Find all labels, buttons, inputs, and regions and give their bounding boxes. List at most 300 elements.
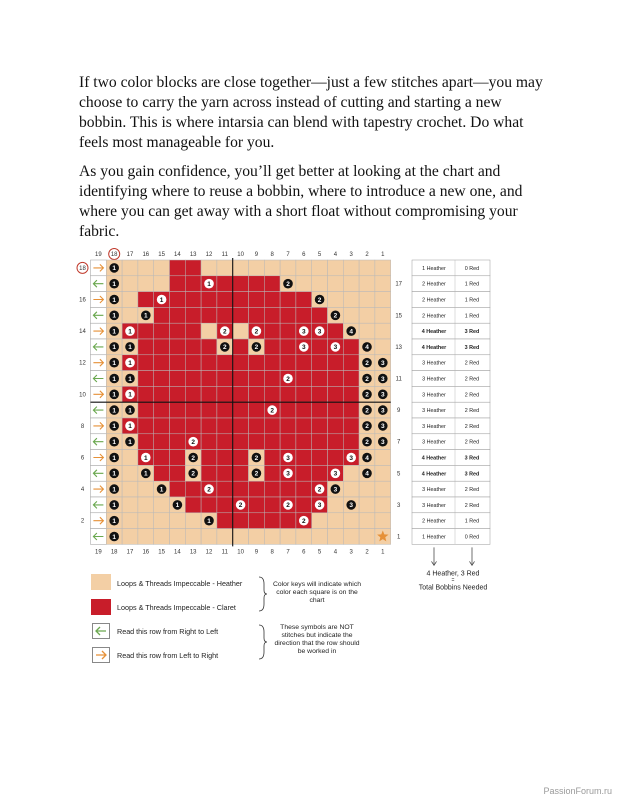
- claret-stitch: [328, 418, 344, 434]
- column-number-top: 6: [302, 252, 306, 258]
- claret-stitch: [312, 371, 328, 387]
- heather-stitch: [154, 276, 170, 292]
- claret-stitch: [185, 307, 201, 323]
- bobbin-number: 1: [112, 439, 117, 446]
- heather-count: 3 Heather: [422, 360, 446, 367]
- heather-stitch: [359, 529, 375, 545]
- claret-stitch: [154, 339, 170, 355]
- claret-stitch: [233, 402, 249, 418]
- claret-stitch: [185, 481, 201, 497]
- claret-stitch: [280, 402, 296, 418]
- heather-stitch: [170, 529, 186, 545]
- bobbin-number: 1: [143, 312, 148, 320]
- claret-stitch: [138, 434, 154, 450]
- row-number-left: 18: [79, 265, 86, 272]
- claret-stitch: [264, 386, 280, 402]
- heather-stitch: [375, 307, 391, 323]
- claret-stitch: [138, 371, 154, 387]
- claret-stitch: [264, 418, 280, 434]
- claret-stitch: [233, 276, 249, 292]
- row-number-right: 3: [397, 502, 401, 509]
- heather-stitch: [359, 276, 375, 292]
- heather-stitch: [201, 529, 217, 545]
- claret-stitch: [249, 402, 265, 418]
- heather-stitch: [343, 292, 359, 308]
- bobbin-number: 4: [365, 470, 369, 478]
- row-number-right: 1: [397, 534, 401, 541]
- claret-stitch: [249, 497, 265, 513]
- heather-stitch: [233, 529, 249, 545]
- heather-stitch: [154, 497, 170, 513]
- column-number-bottom: 4: [333, 549, 338, 556]
- heather-stitch: [264, 529, 280, 545]
- rtl-label: Read this row from Right to Left: [117, 627, 219, 636]
- symbol-note: These symbols are NOT stitches but indicate the direction that the row should be worked in: [274, 624, 360, 655]
- column-number-top: 14: [174, 252, 181, 258]
- heather-stitch: [154, 529, 170, 545]
- bobbin-number: 2: [254, 328, 259, 336]
- column-number-top: 1: [381, 252, 385, 258]
- claret-stitch: [312, 434, 328, 450]
- heather-stitch: [375, 292, 391, 308]
- claret-stitch: [280, 418, 296, 434]
- column-number-top: 15: [158, 252, 165, 258]
- heather-stitch: [343, 307, 359, 323]
- heather-stitch: [343, 260, 359, 276]
- claret-stitch: [264, 339, 280, 355]
- claret-stitch: [249, 307, 265, 323]
- bobbin-number: 3: [317, 328, 322, 336]
- heather-stitch: [359, 292, 375, 308]
- heather-stitch: [185, 513, 201, 529]
- row-number-right: 9: [397, 408, 401, 415]
- heather-stitch: [359, 497, 375, 513]
- bobbin-number: 1: [128, 344, 132, 352]
- column-number-bottom: 6: [302, 549, 306, 556]
- heather-stitch: [201, 323, 217, 339]
- column-number-top: 18: [110, 252, 118, 258]
- claret-stitch: [217, 292, 233, 308]
- claret-stitch: [296, 292, 312, 308]
- red-count: 2 Red: [464, 487, 480, 494]
- claret-stitch: [233, 434, 249, 450]
- heather-stitch: [343, 481, 359, 497]
- claret-stitch: [280, 355, 296, 371]
- heather-stitch: [328, 260, 344, 276]
- column-number-bottom: 5: [317, 549, 322, 556]
- row-number-left: 6: [80, 455, 85, 462]
- claret-stitch: [264, 513, 280, 529]
- claret-stitch: [185, 371, 201, 387]
- column-number-top: 7: [286, 252, 290, 258]
- brace-icon: [258, 624, 268, 660]
- heather-stitch: [122, 307, 138, 323]
- bobbin-number: 3: [380, 439, 385, 446]
- bobbin-number: 4: [365, 454, 369, 462]
- claret-stitch: [296, 465, 312, 481]
- bobbin-number: 4: [365, 344, 369, 352]
- bobbin-number: 3: [380, 360, 385, 367]
- claret-stitch: [138, 386, 154, 402]
- heather-stitch: [343, 513, 359, 529]
- paragraph-2: As you gain confidence, you’ll get better at looking at the chart and identifying where to reuse a bobbin, where to introduce a new one, and where you can get away with a short float without compromising your fabric.: [79, 163, 523, 240]
- column-number-bottom: 10: [237, 549, 244, 556]
- claret-stitch: [264, 465, 280, 481]
- heather-stitch: [375, 465, 391, 481]
- heather-stitch: [280, 529, 296, 545]
- column-number-top: 13: [189, 252, 197, 258]
- claret-stitch: [343, 371, 359, 387]
- claret-stitch: [296, 355, 312, 371]
- claret-stitch: [201, 371, 217, 387]
- claret-stitch: [185, 497, 201, 513]
- claret-stitch: [170, 355, 186, 371]
- claret-stitch: [233, 307, 249, 323]
- claret-stitch: [154, 355, 170, 371]
- bobbin-number: 1: [112, 454, 117, 462]
- bobbin-number: 2: [365, 360, 369, 367]
- red-count: 1 Red: [464, 518, 480, 525]
- bobbin-number: 1: [112, 391, 117, 399]
- column-number-bottom: 9: [254, 549, 259, 556]
- bobbin-number: 3: [349, 502, 354, 510]
- red-count: 2 Red: [464, 376, 480, 383]
- row-number-right: 11: [395, 376, 402, 383]
- row-number-right: 13: [395, 344, 403, 351]
- claret-stitch: [170, 450, 186, 466]
- claret-stitch: [185, 386, 201, 402]
- bobbin-number: 2: [254, 470, 259, 478]
- bobbin-number: 1: [159, 486, 164, 494]
- heather-stitch: [359, 307, 375, 323]
- heather-stitch: [375, 481, 391, 497]
- column-number-bottom: 2: [365, 549, 369, 556]
- heather-stitch: [328, 513, 344, 529]
- bobbin-number: 1: [112, 296, 117, 304]
- claret-stitch: [280, 339, 296, 355]
- claret-stitch: [154, 386, 170, 402]
- red-count: 3 Red: [464, 344, 480, 351]
- claret-stitch: [185, 260, 201, 276]
- red-count: 2 Red: [464, 392, 480, 399]
- claret-stitch: [170, 386, 186, 402]
- claret-stitch: [201, 497, 217, 513]
- heather-stitch: [375, 497, 391, 513]
- bobbin-number: 2: [286, 281, 290, 288]
- claret-stitch: [217, 513, 233, 529]
- claret-stitch: [233, 450, 249, 466]
- column-number-top: 2: [365, 252, 369, 258]
- row-number-left: 16: [79, 297, 86, 304]
- claret-stitch: [201, 386, 217, 402]
- bobbin-number: 1: [112, 265, 117, 273]
- claret-stitch: [217, 465, 233, 481]
- claret-stitch: [217, 434, 233, 450]
- bobbin-number: 2: [270, 407, 275, 415]
- claret-stitch: [249, 418, 265, 434]
- bobbin-number: 1: [112, 407, 117, 415]
- red-count: 2 Red: [464, 423, 480, 430]
- heather-count: 1 Heather: [422, 265, 446, 272]
- claret-stitch: [343, 339, 359, 355]
- bobbin-number: 1: [207, 281, 211, 288]
- claret-stitch: [170, 402, 186, 418]
- bobbin-number: 1: [143, 454, 148, 462]
- claret-stitch: [138, 418, 154, 434]
- claret-stitch: [233, 465, 249, 481]
- claret-stitch: [249, 386, 265, 402]
- claret-stitch: [249, 276, 265, 292]
- bobbin-number: 3: [380, 407, 385, 415]
- claret-stitch: [264, 292, 280, 308]
- claret-stitch: [296, 434, 312, 450]
- heather-stitch: [328, 529, 344, 545]
- claret-stitch: [201, 307, 217, 323]
- left-arrow-icon: [92, 623, 110, 639]
- claret-stitch: [343, 355, 359, 371]
- bobbin-number: 3: [380, 423, 385, 431]
- claret-stitch: [170, 434, 186, 450]
- claret-stitch: [217, 450, 233, 466]
- claret-stitch: [296, 402, 312, 418]
- bobbin-number: 3: [286, 454, 290, 462]
- red-count: 2 Red: [464, 360, 480, 367]
- claret-stitch: [233, 292, 249, 308]
- bobbin-number: 1: [128, 423, 132, 431]
- claret-stitch: [170, 260, 186, 276]
- bobbin-number: 2: [238, 502, 243, 510]
- column-number-top: 3: [349, 252, 353, 258]
- row-number-right: 17: [395, 281, 403, 288]
- bobbin-number: 1: [112, 360, 117, 367]
- column-number-top: 19: [95, 252, 102, 258]
- bobbin-number: 2: [286, 502, 290, 510]
- bobbin-number: 3: [333, 486, 338, 494]
- bobbin-number: 3: [301, 328, 306, 336]
- column-number-bottom: 19: [95, 549, 102, 556]
- bobbin-number: 3: [380, 391, 385, 399]
- heather-stitch: [122, 513, 138, 529]
- claret-stitch: [170, 371, 186, 387]
- heather-stitch: [154, 260, 170, 276]
- heather-stitch: [328, 292, 344, 308]
- claret-stitch: [312, 386, 328, 402]
- column-number-top: 5: [317, 252, 322, 258]
- red-count: 1 Red: [464, 281, 480, 288]
- claret-stitch: [249, 513, 265, 529]
- claret-stitch: [264, 434, 280, 450]
- bobbin-number: 2: [191, 439, 196, 446]
- heather-count: 4 Heather: [421, 344, 447, 351]
- heather-count: 4 Heather: [421, 329, 447, 336]
- column-number-bottom: 11: [221, 549, 228, 556]
- bobbin-number: 1: [159, 296, 164, 304]
- claret-stitch: [296, 497, 312, 513]
- claret-stitch: [312, 307, 328, 323]
- claret-stitch: [201, 292, 217, 308]
- bobbin-number: 2: [254, 454, 259, 462]
- row-number-left: 2: [80, 518, 85, 525]
- column-number-top: 17: [126, 252, 134, 258]
- heather-swatch: [91, 574, 111, 590]
- bobbin-number: 2: [333, 312, 338, 320]
- claret-stitch: [170, 481, 186, 497]
- bobbin-number: 1: [128, 407, 132, 415]
- bobbin-number: 1: [112, 486, 117, 494]
- heather-stitch: [249, 529, 265, 545]
- heather-stitch: [375, 323, 391, 339]
- claret-stitch: [185, 418, 201, 434]
- claret-stitch: [217, 371, 233, 387]
- claret-stitch: [343, 434, 359, 450]
- column-number-top: 10: [237, 252, 244, 258]
- heather-stitch: [122, 481, 138, 497]
- claret-stitch: [138, 355, 154, 371]
- claret-stitch: [185, 339, 201, 355]
- bobbin-number: 2: [222, 328, 227, 336]
- claret-stitch: [138, 292, 154, 308]
- claret-stitch: [312, 402, 328, 418]
- bobbin-number: 2: [191, 454, 196, 462]
- heather-count: 2 Heather: [422, 297, 446, 304]
- heather-stitch: [233, 260, 249, 276]
- column-number-top: 11: [221, 252, 228, 258]
- bobbin-number: 2: [286, 375, 290, 383]
- claret-stitch: [201, 465, 217, 481]
- claret-stitch: [154, 402, 170, 418]
- heather-stitch: [328, 276, 344, 292]
- claret-stitch: [296, 386, 312, 402]
- claret-stitch: [185, 402, 201, 418]
- bobbin-number: 1: [112, 502, 117, 510]
- heather-stitch: [375, 450, 391, 466]
- heather-stitch: [138, 529, 154, 545]
- red-count: 2 Red: [464, 408, 480, 415]
- heather-stitch: [154, 513, 170, 529]
- heather-count: 2 Heather: [422, 313, 446, 320]
- claret-stitch: [264, 481, 280, 497]
- heather-stitch: [296, 529, 312, 545]
- claret-stitch: [280, 386, 296, 402]
- bobbin-number: 2: [317, 486, 322, 494]
- claret-stitch: [249, 434, 265, 450]
- claret-stitch: [328, 386, 344, 402]
- claret-stitch: [280, 481, 296, 497]
- column-number-bottom: 17: [126, 549, 134, 556]
- red-count: 3 Red: [464, 471, 480, 478]
- claret-stitch: [154, 323, 170, 339]
- claret-stitch: [233, 371, 249, 387]
- claret-stitch: [170, 276, 186, 292]
- claret-stitch: [280, 323, 296, 339]
- column-number-bottom: 12: [205, 549, 213, 556]
- right-arrow-icon: [92, 647, 110, 663]
- heather-stitch: [359, 323, 375, 339]
- bobbin-number: 1: [128, 360, 132, 367]
- heather-stitch: [138, 497, 154, 513]
- bobbin-number: 1: [112, 423, 117, 431]
- heather-stitch: [122, 465, 138, 481]
- claret-stitch: [264, 371, 280, 387]
- claret-stitch: [185, 292, 201, 308]
- red-count: 3 Red: [464, 329, 480, 336]
- column-number-bottom: 8: [270, 549, 274, 556]
- row-number-right: 15: [395, 313, 403, 320]
- ltr-label: Read this row from Left to Right: [117, 651, 219, 660]
- claret-stitch: [328, 434, 344, 450]
- claret-stitch: [185, 355, 201, 371]
- claret-stitch: [328, 355, 344, 371]
- claret-stitch: [201, 450, 217, 466]
- color-key-note: Color keys will indicate which color each square is on the chart: [272, 581, 361, 604]
- claret-stitch: [280, 307, 296, 323]
- claret-stitch: [201, 402, 217, 418]
- claret-stitch: [233, 418, 249, 434]
- claret-stitch: [296, 481, 312, 497]
- total-bobbins-label: Total Bobbins Needed: [418, 584, 488, 592]
- claret-stitch: [170, 465, 186, 481]
- heather-stitch: [312, 260, 328, 276]
- bobbin-number: 2: [365, 391, 369, 399]
- claret-stitch: [264, 450, 280, 466]
- bobbin-number: 1: [112, 533, 117, 541]
- heather-stitch: [233, 323, 249, 339]
- claret-stitch: [328, 402, 344, 418]
- heather-stitch: [201, 260, 217, 276]
- heather-stitch: [359, 481, 375, 497]
- bobbin-number: 1: [112, 470, 117, 478]
- claret-stitch: [185, 323, 201, 339]
- red-count: 2 Red: [464, 439, 480, 446]
- column-number-top: 12: [205, 252, 213, 258]
- heather-stitch: [312, 513, 328, 529]
- claret-stitch: [154, 307, 170, 323]
- heather-stitch: [312, 276, 328, 292]
- bobbin-number: 2: [191, 470, 196, 478]
- row-number-left: 12: [79, 360, 86, 367]
- claret-stitch: [233, 386, 249, 402]
- claret-stitch: [328, 450, 344, 466]
- heather-stitch: [185, 529, 201, 545]
- bobbin-number: 2: [222, 344, 227, 352]
- claret-stitch: [201, 355, 217, 371]
- heather-label: Loops & Threads Impeccable - Heather: [117, 579, 243, 588]
- bobbin-number: 2: [254, 344, 259, 352]
- claret-stitch: [312, 418, 328, 434]
- row-number-left: 4: [80, 487, 85, 494]
- red-count: 1 Red: [464, 297, 480, 304]
- bobbin-number: 2: [365, 439, 369, 446]
- heather-count: 3 Heather: [422, 376, 446, 383]
- heather-count: 3 Heather: [422, 392, 446, 399]
- bobbin-number: 1: [112, 344, 117, 352]
- red-count: 0 Red: [464, 265, 480, 272]
- claret-stitch: [296, 371, 312, 387]
- claret-stitch: [296, 418, 312, 434]
- claret-stitch: [217, 276, 233, 292]
- column-number-bottom: 15: [158, 549, 165, 556]
- heather-count: 2 Heather: [422, 518, 446, 525]
- claret-stitch: [343, 418, 359, 434]
- heather-stitch: [296, 276, 312, 292]
- claret-stitch: [264, 307, 280, 323]
- heather-stitch: [122, 292, 138, 308]
- bobbin-number: 2: [365, 423, 369, 431]
- bobbin-number: 3: [333, 470, 338, 478]
- heather-stitch: [249, 260, 265, 276]
- heather-stitch: [122, 497, 138, 513]
- claret-stitch: [328, 371, 344, 387]
